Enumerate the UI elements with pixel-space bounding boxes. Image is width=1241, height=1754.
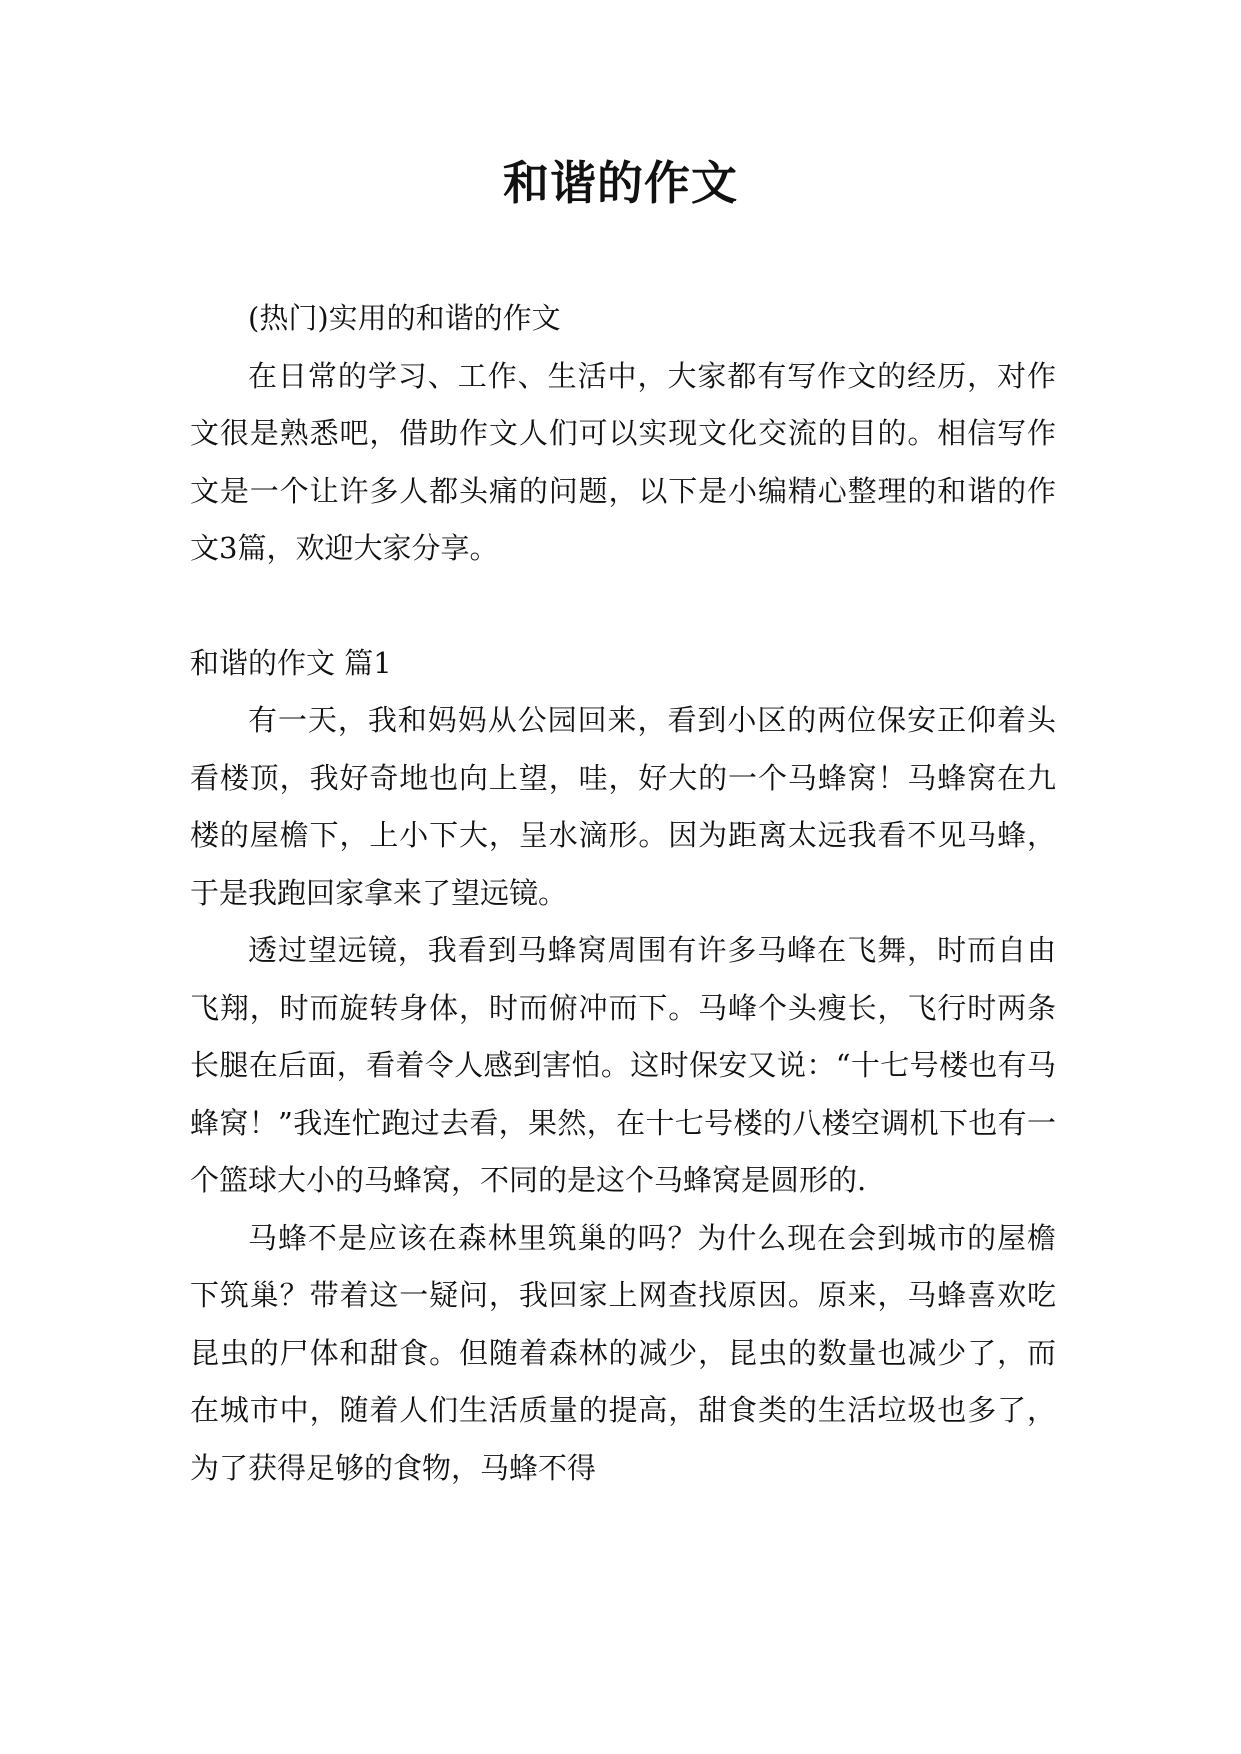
intro-paragraph: 在日常的学习、工作、生活中，大家都有写作文的经历，对作文很是熟悉吧，借助作文人们可以实现文化交流的目的。相信写作文是一个让许多人都头痛的问题，以下是小编精心整理的和谐的作文3篇，欢迎大家分享。 (190, 358, 1056, 565)
document-title: 和谐的作文 (503, 156, 738, 210)
body-paragraph: 有一天，我和妈妈从公园回来，看到小区的两位保安正仰着头看楼顶，我好奇地也向上望，哇，好大的一个马蜂窝！马蜂窝在九楼的屋檐下，上小下大，呈水滴形。因为距离太远我看不见马蜂，于是我跑回家拿来了望远镜。 (190, 703, 1056, 910)
section-heading: 和谐的作文 篇1 (190, 645, 392, 680)
body-paragraph: 透过望远镜，我看到马蜂窝周围有许多马峰在飞舞，时而自由飞翔，时而旋转身体，时而俯冲而下。马峰个头瘦长，飞行时两条长腿在后面，看着令人感到害怕。这时保安又说：“十七号楼也有马蜂窝！”我连忙跑过去看，果然，在十七号楼的八楼空调机下也有一个篮球大小的马蜂窝，不同的是这个马蜂窝是圆形的. (190, 933, 1056, 1197)
document-subtitle: (热门)实用的和谐的作文 (248, 301, 561, 335)
document-body (190, 290, 1056, 1497)
body-paragraph: 马蜂不是应该在森林里筑巢的吗？为什么现在会到城市的屋檐下筑巢？带着这一疑问，我回家上网查找原因。原来，马蜂喜欢吃昆虫的尸体和甜食。但随着森林的减少，昆虫的数量也减少了，而在城市中，随着人们生活质量的提高，甜食类的生活垃圾也多了，为了获得足够的食物，马蜂不得 (190, 1220, 1056, 1485)
